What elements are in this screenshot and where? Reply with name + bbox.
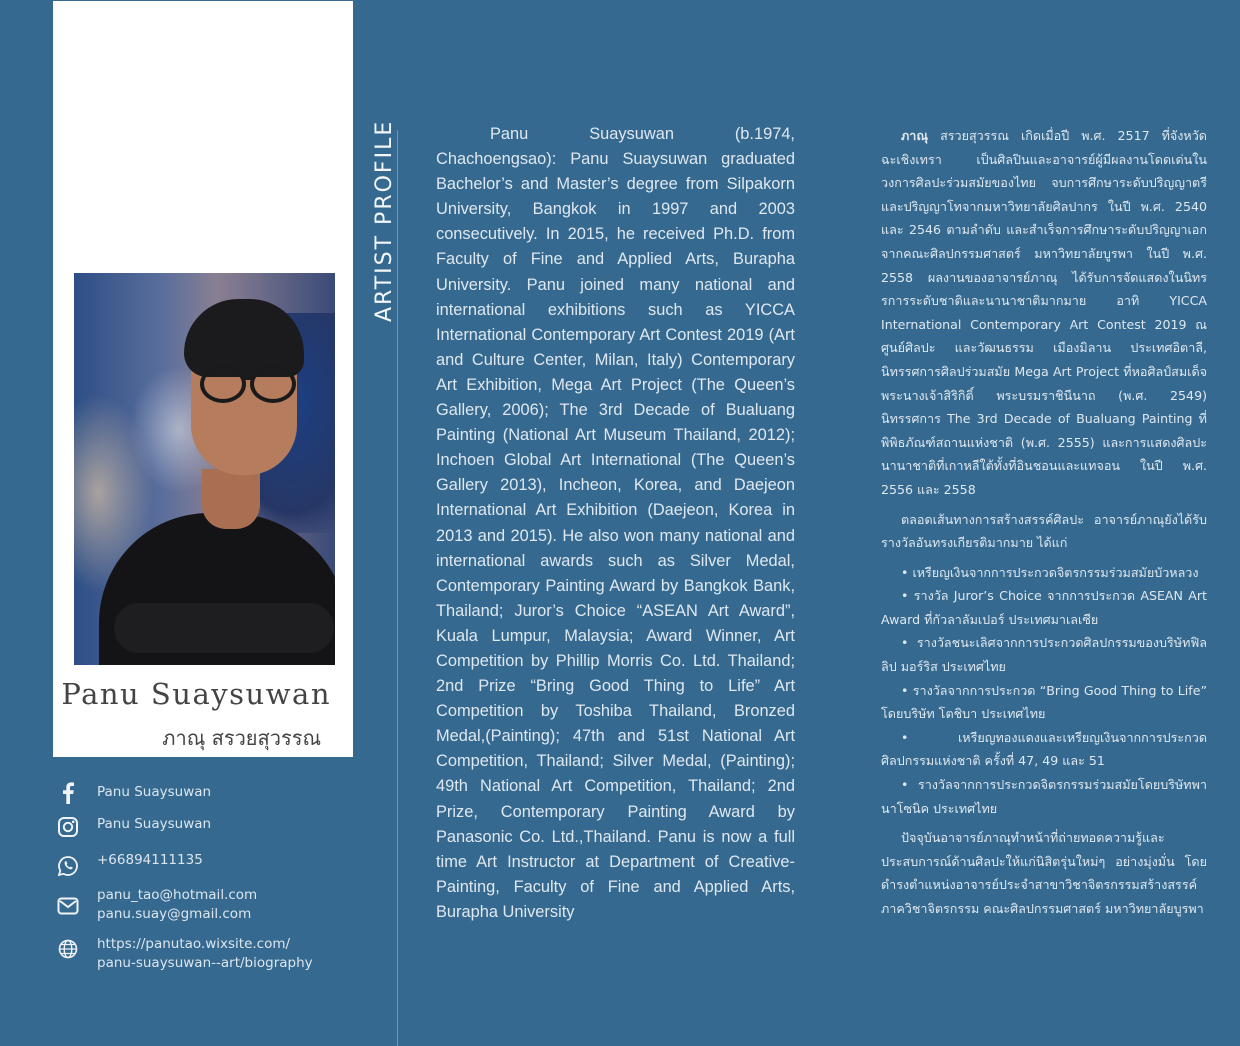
award-item: • รางวัล Juror’s Choice จากการประกวด ASEAN Art Award ที่กัวลาลัมเปอร์ ประเทศมาเลเซีย bbox=[881, 584, 1207, 631]
contact-phone-text[interactable]: +66894111135 bbox=[97, 852, 203, 868]
bio-thai-intro-text: สรวยสุวรรณ เกิดเมื่อปี พ.ศ. 2517 ที่จังหวัดฉะเชิงเทรา เป็นศิลปินและอาจารย์ผู้มีผลงานโดดเด่นในวงการศิลปะร่วมสมัยของไทย จบการศึกษาระดับปริญญาตรีและปริญญาโทจากมหาวิทยาลัยศิลปากร ในปี พ.ศ. 2540 และ 2546 ตามลำดับ และสำเร็จการศึกษาระดับปริญญาเอกจากคณะศิลปกรรมศาสตร์ มหาวิทยาลัยบูรพา ในปี พ.ศ. 2558 ผลงานของอาจารย์ภาณุ ได้รับการจัดแสดงในนิทรรการระดับชาติและนานาชาติมากมาย อาทิ YICCA International Contemporary Art Contest 2019 ณ ศูนย์ศิลปะ และวัฒนธรรม เมืองมิลาน ประเทศอิตาลี, นิทรรศการศิลปร่วมสมัย Mega Art Project ที่หอศิลป์สมเด็จพระนางเจ้าสิริกิติ์ พระบรมราชินีนาถ (พ.ศ. 2549) นิทรรศการ The 3rd Decade of Bualuang Painting ที่พิพิธภัณฑ์สถานแห่งชาติ (พ.ศ. 2555) และการแสดงศิลปะนานาชาติที่เกาหลีใต้ทั้งที่อินชอนและแทจอน ในปี พ.ศ. 2556 และ 2558 bbox=[881, 128, 1207, 497]
mail-icon[interactable] bbox=[55, 893, 81, 919]
artist-name-th: ภาณุ สรวยสุวรรณ bbox=[162, 726, 321, 750]
award-item: • เหรียญทองแดงและเหรียญเงินจากการประกวดศิลปกรรมแห่งชาติ ครั้งที่ 47, 49 และ 51 bbox=[881, 726, 1207, 773]
artist-portrait bbox=[74, 273, 335, 665]
globe-icon[interactable] bbox=[55, 936, 81, 962]
contact-instagram[interactable] bbox=[55, 814, 212, 840]
bio-thai-awards bbox=[881, 561, 1207, 821]
artist-card bbox=[53, 1, 353, 757]
award-item: • รางวัลชนะเลิศจากการประกวดศิลปกรรมของบริษัทฟิลลิป มอร์ริส ประเทศไทย bbox=[881, 631, 1207, 678]
divider-line bbox=[397, 130, 398, 1046]
contact-email[interactable] bbox=[55, 887, 258, 922]
award-item: • รางวัลจากการประกวด “Bring Good Thing to Life” โดยบริษัท โตชิบา ประเทศไทย bbox=[881, 679, 1207, 726]
contact-website-1[interactable]: https://panutao.wixsite.com/ bbox=[97, 936, 291, 952]
contact-email-1[interactable]: panu_tao@hotmail.com bbox=[97, 887, 258, 903]
bio-thai-lead: ภาณุ bbox=[901, 128, 929, 143]
contact-website[interactable] bbox=[55, 936, 313, 971]
whatsapp-icon[interactable] bbox=[55, 853, 81, 879]
award-item: • เหรียญเงินจากการประกวดจิตรกรรมร่วมสมัยบัวหลวง bbox=[881, 561, 1207, 585]
contact-website-2[interactable]: panu-suaysuwan--art/biography bbox=[97, 955, 313, 971]
contact-phone[interactable] bbox=[55, 852, 203, 879]
facebook-icon[interactable] bbox=[55, 780, 81, 806]
section-label: ARTIST PROFILE bbox=[372, 119, 397, 322]
instagram-icon[interactable] bbox=[55, 814, 81, 840]
artist-name-en: Panu Suaysuwan bbox=[61, 677, 331, 711]
contact-instagram-text[interactable]: Panu Suaysuwan bbox=[97, 816, 212, 832]
contact-facebook-text[interactable]: Panu Suaysuwan bbox=[97, 784, 212, 800]
bio-thai-intro bbox=[881, 124, 1207, 502]
contact-email-2[interactable]: panu.suay@gmail.com bbox=[97, 906, 252, 922]
bio-english: Panu Suaysuwan (b.1974, Chachoengsao): Panu Suaysuwan graduated Bachelor’s and Master’s degree from Silpakorn University, Bangkok in 1997 and 2003 consecutively. In 2015, he received Ph.D. from Faculty of Fine and Applied Arts, Burapha University. Panu joined many national and international exhibitions such as YICCA International Contemporary Art Contest 2019 (Art and Culture Center, Milan, Italy) Contemporary Art Exhibition, Mega Art Project (The Queen’s Gallery, 2006); The 3rd Decade of Bualuang Painting (National Art Museum Thailand, 2012); Inchoen Global Art International (The Queen’s Gallery 2013), Incheon, Korea, and Daejeon International Art Exhibition (Daejeon, Korea in 2013 and 2015). He also won many national and international awards such as Silver Medal, Contemporary Painting Award by Bangkok Bank, Thailand; Juror’s Choice “ASEAN Art Award”, Kuala Lumpur, Malaysia; Award Winner, Art Competition by Phillip Morris Co. Ltd. Thailand; 2nd Prize “Bring Good Thing to Life” Art Competition by Toshiba Thailand, Bronzed Medal,(Painting); 47th and 51st National Art Competition, Thailand; Silver Medal, (Painting); 49th National Art Competition, Thailand; 2nd Prize, Contemporary Painting Award by Panasonic Co. Ltd.,Thailand. Panu is now a full time Art Instructor at Department of Creative-Painting, Faculty of Fine and Applied Arts, Burapha University bbox=[436, 125, 795, 921]
contact-facebook[interactable] bbox=[55, 780, 212, 806]
award-item: • รางวัลจากการประกวดจิตรกรรมร่วมสมัยโดยบริษัทพานาโซนิค ประเทศไทย bbox=[881, 773, 1207, 820]
bio-thai-closing: ปัจจุบันอาจารย์ภาณุทำหน้าที่ถ่ายทอดความรู้และประสบการณ์ด้านศิลปะให้แก่นิสิตรุ่นใหม่ๆ อย่างมุ่งมั่น โดยดำรงตำแหน่งอาจารย์ประจำสาขาวิชาจิตรกรรมสร้างสรรค์ ภาควิชาจิตรกรรม คณะศิลปกรรมศาสตร์ มหาวิทยาลัยบูรพา bbox=[881, 830, 1207, 916]
bio-thai bbox=[881, 124, 1207, 927]
bio-thai-awards-intro: ตลอดเส้นทางการสร้างสรรค์ศิลปะ อาจารย์ภาณุยังได้รับรางวัลอันทรงเกียรติมากมาย ได้แก่ bbox=[881, 511, 1207, 551]
